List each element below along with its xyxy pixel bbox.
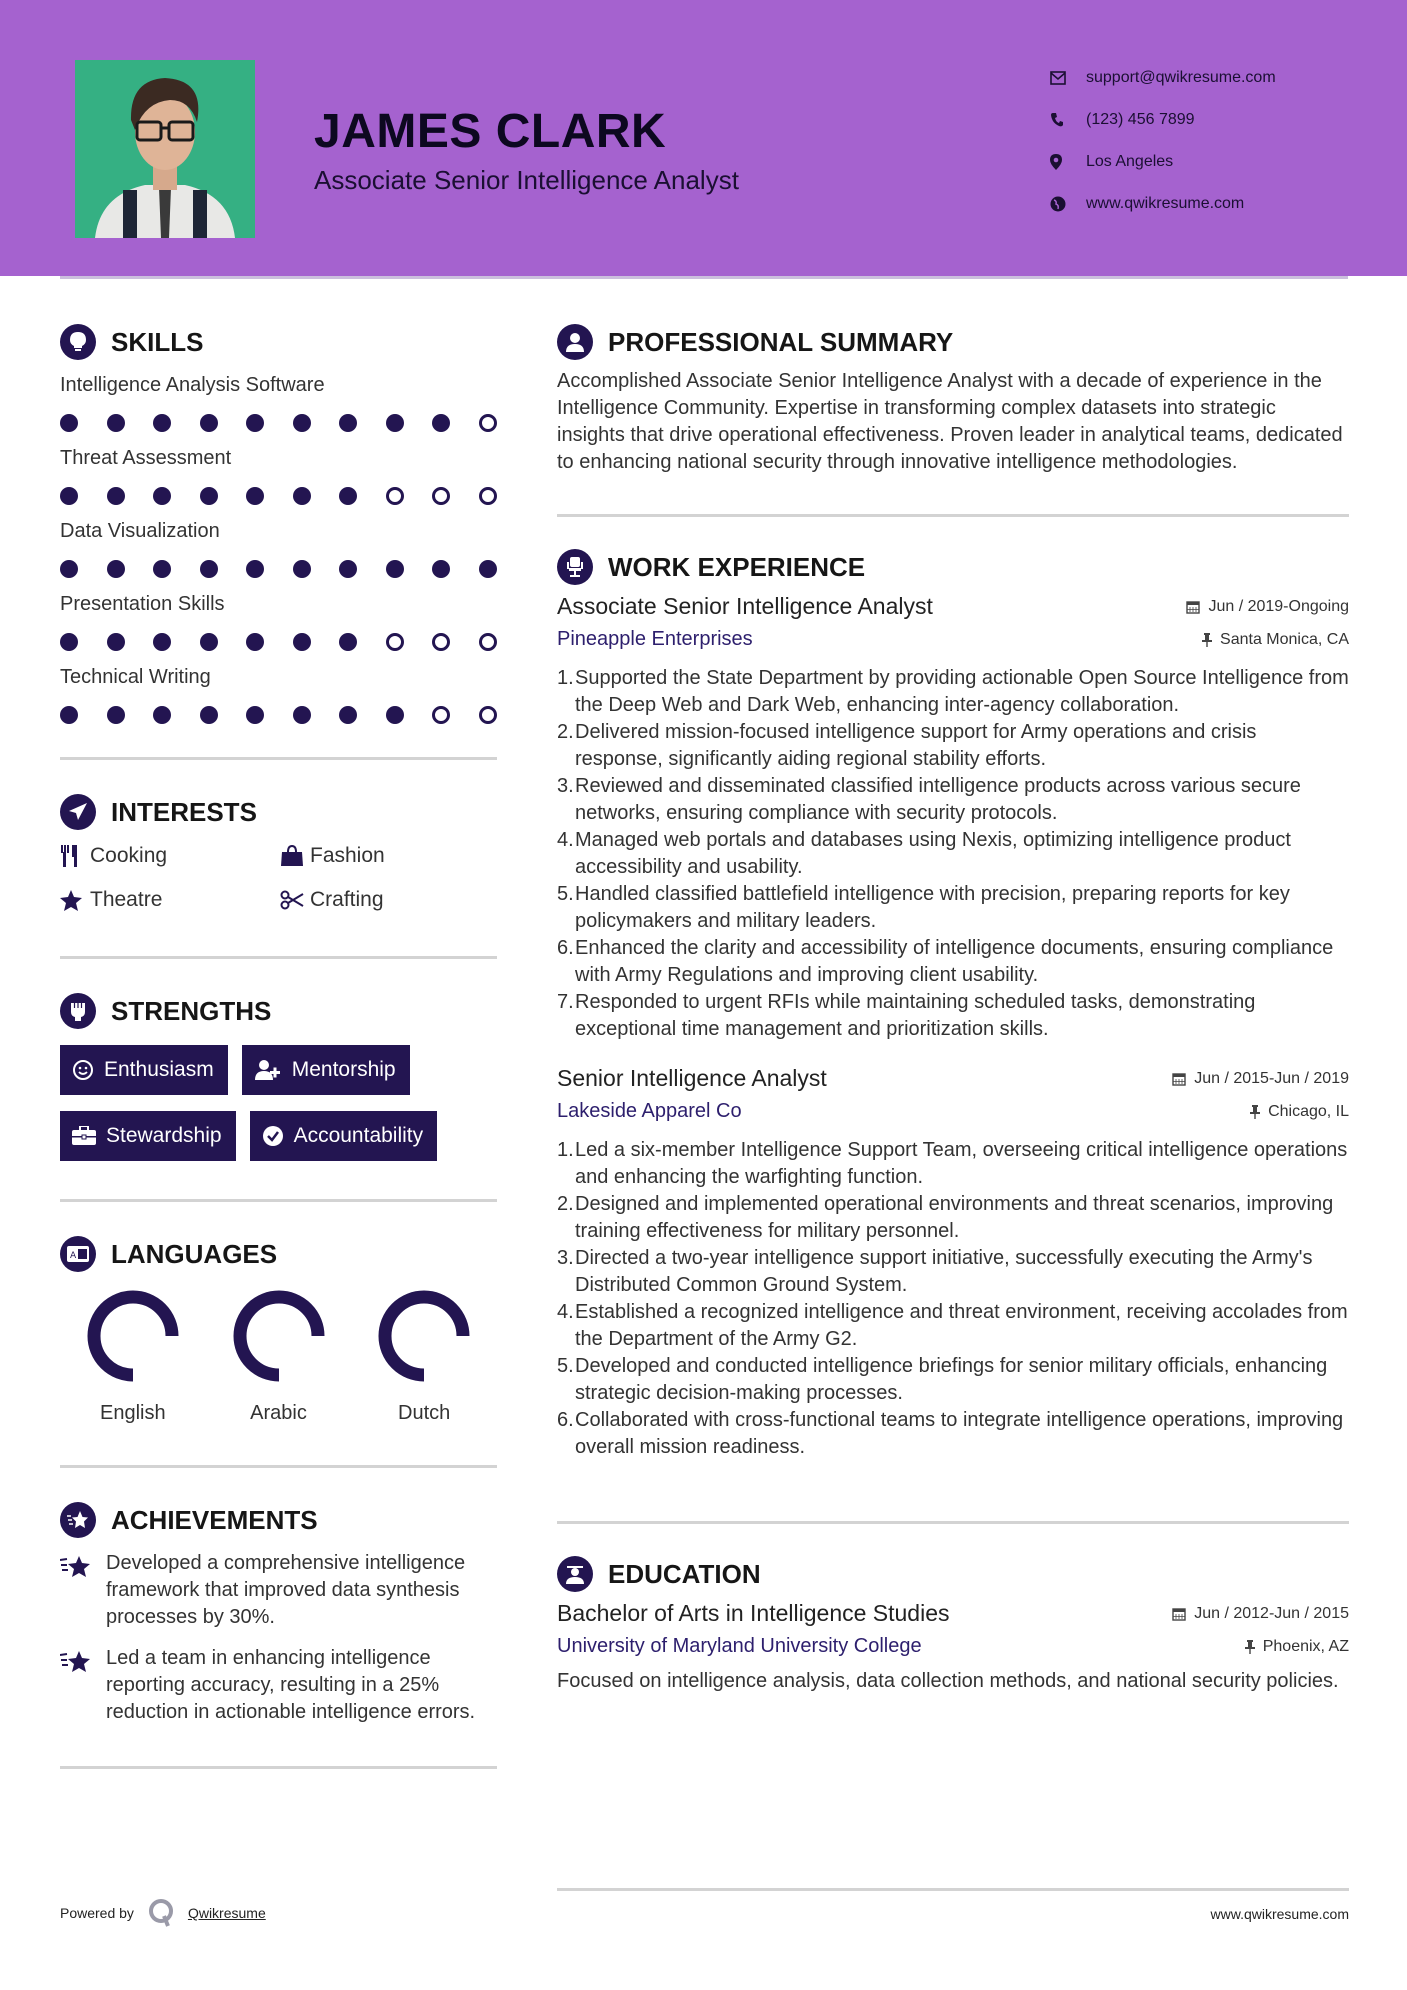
translate-icon [60, 1236, 96, 1272]
profile-photo [75, 60, 255, 238]
education-section [557, 1552, 1349, 1695]
shooting-star-icon [60, 1550, 106, 1631]
avatar [75, 60, 255, 238]
lightbulb-icon [60, 324, 96, 360]
header-divider [60, 276, 1348, 279]
achievement-item: Led a team in enhancing intelligence reporting accuracy, resulting in a 25% reduction in actionable intelligence errors. [60, 1645, 497, 1726]
strength-tag: Stewardship [60, 1111, 236, 1161]
graduate-icon [557, 1556, 593, 1592]
job-dates: Jun / 2019-Ongoing [1186, 598, 1349, 616]
skills-section [60, 320, 497, 729]
language-progress-ring [378, 1290, 470, 1382]
briefcase-icon [72, 1126, 96, 1146]
qwikresume-link[interactable]: Qwikresume [187, 1905, 266, 1921]
job-title: Senior Intelligence Analyst [557, 1065, 827, 1091]
section-divider [557, 514, 1349, 517]
strength-tag: Mentorship [242, 1045, 410, 1095]
calendar-icon [1172, 1072, 1186, 1086]
summary-title: PROFESSIONAL SUMMARY [608, 326, 954, 357]
fist-icon [60, 993, 96, 1029]
skill-rating [60, 628, 497, 656]
strength-tag: Accountability [250, 1111, 438, 1161]
education-location: Phoenix, AZ [1245, 1638, 1349, 1656]
interests-title: INTERESTS [111, 796, 257, 827]
shopping-bag-icon [280, 845, 310, 867]
svg-text:A: A [70, 1251, 77, 1261]
languages-title: LANGUAGES [111, 1238, 278, 1269]
shooting-star-icon [60, 1502, 96, 1538]
section-divider [60, 1199, 497, 1202]
calendar-icon [1186, 600, 1200, 614]
map-marker-icon [1050, 154, 1086, 170]
job-bullets: 1. Supported the State Department by providing actionable Open Source Intelligence from the Deep Web and Dark Web, enhancing inter-agency collaboration. 2. Delivered mission-focused intelligence support for Army operations and crisis response, significantly aiding regional stability efforts. 3. Reviewed and disseminated classified intelligence products across various secure networks, ensuring compliance with security protocols. 4. Managed web portals and databases using Nexis, optimizing intelligence product accessibility and usability. 5. Handled classified battlefield intelligence with precision, preparing reports for key policymakers and military leaders. 6. Enhanced the clarity and accessibility of intelligence documents, ensuring compliance with Army Regulations and improving client usability. 7. Responded to urgent RFIs while maintaining scheduled tasks, demonstrating exceptional time management and prioritization skills. [557, 667, 1349, 1040]
check-circle-icon [262, 1125, 284, 1147]
calendar-icon [1172, 1607, 1186, 1621]
pushpin-icon [1202, 633, 1212, 647]
left-column [60, 320, 497, 1769]
candidate-name: JAMES CLARK [314, 105, 667, 158]
skill-label: Technical Writing [60, 666, 211, 688]
user-icon [557, 324, 593, 360]
scissors-icon [280, 890, 310, 910]
skill-rating [60, 701, 497, 729]
candidate-role: Associate Senior Intelligence Analyst [314, 165, 739, 195]
strengths-section [60, 989, 497, 1161]
contact-email[interactable] [1050, 57, 1276, 99]
header-banner [0, 0, 1407, 276]
contact-website-text: www.qwikresume.com [1086, 195, 1245, 212]
language-progress-ring [87, 1290, 179, 1382]
footer-powered-by: Powered by Qwikresume [60, 1898, 266, 1928]
skill-rating [60, 482, 497, 510]
job-location: Chicago, IL [1250, 1103, 1349, 1121]
education-title: EDUCATION [608, 1558, 761, 1589]
section-divider [60, 1465, 497, 1468]
right-column [557, 320, 1349, 1695]
paper-plane-icon [60, 794, 96, 830]
company-name: Pineapple Enterprises [557, 628, 753, 650]
section-divider [60, 757, 497, 760]
pushpin-icon [1245, 1640, 1255, 1654]
language-item: Dutch [351, 1290, 497, 1425]
skill-label: Data Visualization [60, 520, 220, 542]
language-item: Arabic [206, 1290, 352, 1425]
contact-phone-text: (123) 456 7899 [1086, 111, 1195, 128]
footer-website[interactable]: www.qwikresume.com [1210, 1906, 1349, 1922]
skill-label: Threat Assessment [60, 447, 232, 469]
interest-item: Cooking [60, 840, 280, 872]
contact-location [1050, 141, 1276, 183]
company-name: Lakeside Apparel Co [557, 1100, 742, 1122]
footer-divider [557, 1888, 1349, 1891]
contact-list [1050, 57, 1276, 225]
pushpin-icon [1250, 1105, 1260, 1119]
job-location: Santa Monica, CA [1202, 631, 1349, 649]
office-chair-icon [557, 549, 593, 585]
user-plus-icon [254, 1059, 282, 1081]
envelope-icon [1050, 71, 1086, 85]
globe-icon [1050, 196, 1086, 212]
utensils-icon [60, 845, 90, 867]
summary-text: Accomplished Associate Senior Intelligence Analyst with a decade of experience in the Intelligence Community. Expertise in transforming complex datasets into strategic insights that drive operational effectiveness. Proven leader in analytical teams, dedicated to enhancing national security through innovative intelligence methodologies. [557, 370, 1343, 473]
qwikresume-logo-icon [148, 1898, 176, 1928]
interest-item: Fashion [280, 840, 497, 872]
degree-title: Bachelor of Arts in Intelligence Studies [557, 1600, 950, 1626]
skill-label: Presentation Skills [60, 593, 225, 615]
job-dates: Jun / 2015-Jun / 2019 [1172, 1070, 1349, 1088]
strength-tag: Enthusiasm [60, 1045, 228, 1095]
section-divider [60, 1766, 497, 1769]
language-progress-ring [233, 1290, 325, 1382]
shooting-star-icon [60, 1645, 106, 1726]
interest-item: Theatre [60, 884, 280, 916]
skill-label: Intelligence Analysis Software [60, 374, 325, 396]
job-bullets: 1. Led a six-member Intelligence Support Team, overseeing critical intelligence operations and enhancing the warfighting function. 2. Designed and implemented operational environments and threat scenarios, improving training effectiveness for military personnel. 3. Directed a two-year intelligence support initiative, successfully executing the Army's Distributed Common Ground System. 4. Established a recognized intelligence and threat environment, receiving accolades from the Department of the Army G2. 5. Developed and conducted intelligence briefings for senior military officials, enhancing strategic decision-making processes. 6. Collaborated with cross-functional teams to integrate intelligence operations, improving overall mission readiness. [557, 1139, 1348, 1458]
job-title: Associate Senior Intelligence Analyst [557, 593, 933, 619]
section-divider [60, 956, 497, 959]
contact-website[interactable] [1050, 183, 1276, 225]
school-name: University of Maryland University College [557, 1635, 922, 1657]
achievements-title: ACHIEVEMENTS [111, 1504, 318, 1535]
achievements-section [60, 1498, 497, 1726]
contact-location-text: Los Angeles [1086, 153, 1174, 170]
languages-section [60, 1232, 497, 1425]
experience-section [557, 545, 1349, 1461]
summary-section [557, 320, 1349, 476]
skill-rating [60, 555, 497, 583]
skills-title: SKILLS [111, 326, 204, 357]
interest-item: Crafting [280, 884, 497, 916]
education-description: Focused on intelligence analysis, data collection methods, and national security policies. [557, 1670, 1339, 1692]
education-dates: Jun / 2012-Jun / 2015 [1172, 1605, 1349, 1623]
contact-email-text: support@qwikresume.com [1086, 69, 1276, 86]
strengths-title: STRENGTHS [111, 995, 272, 1026]
smile-icon [72, 1059, 94, 1081]
phone-icon [1050, 112, 1086, 128]
job-entry [557, 1065, 1349, 1461]
skill-rating [60, 409, 497, 437]
experience-title: WORK EXPERIENCE [608, 551, 866, 582]
language-item: English [60, 1290, 206, 1425]
achievement-item: Developed a comprehensive intelligence framework that improved data synthesis processes by 30%. [60, 1550, 497, 1631]
interests-section [60, 790, 497, 916]
section-divider [557, 1521, 1349, 1524]
star-icon [60, 890, 90, 911]
contact-phone[interactable] [1050, 99, 1276, 141]
job-entry [557, 593, 1349, 1043]
